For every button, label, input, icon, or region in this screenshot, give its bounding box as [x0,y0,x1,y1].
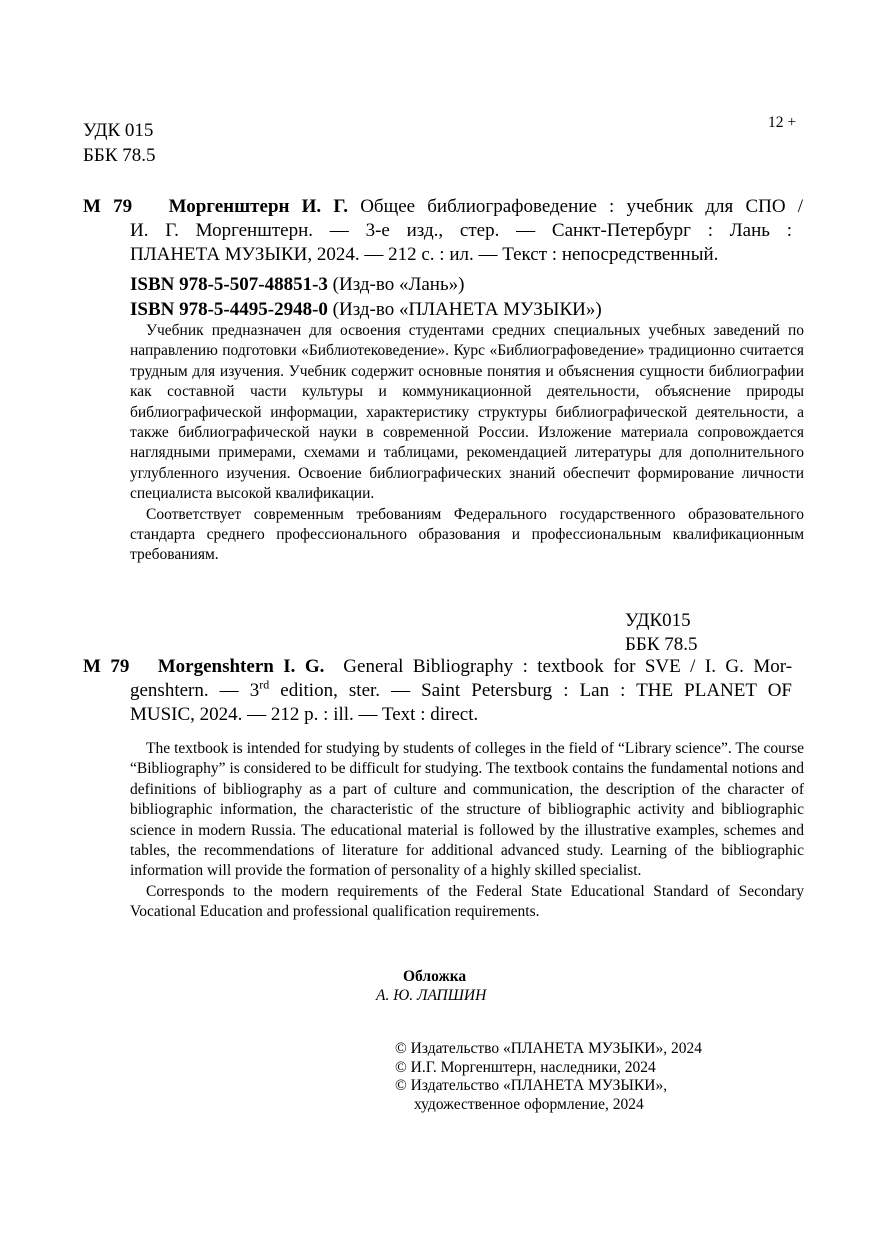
en-entry-line1 [83,655,792,679]
copyright-line-3: © Издательство «ПЛАНЕТА МУЗЫКИ», [395,1077,668,1094]
ru-entry-line2: И. Г. Моргенштерн. — 3-е изд., стер. — Санкт-Петербург : Лань : [130,220,792,241]
en-entry-author: Morgenshtern I. G. [157,656,325,677]
isbn-2-publisher: (Изд-во «ПЛАНЕТА МУЗЫКИ») [332,299,602,320]
ru-entry-code: М 79 [83,196,133,217]
en-udk-code: УДК015 [625,610,691,631]
ru-entry-title: Общее библиографоведение : учебник для СПО / [360,196,804,217]
udk-code: УДК 015 [83,120,154,141]
ru-abstract [130,321,804,566]
copyright-line-1: © Издательство «ПЛАНЕТА МУЗЫКИ», 2024 [395,1040,702,1057]
ru-entry-line3: ПЛАНЕТА МУЗЫКИ, 2024. — 212 с. : ил. — Текст : непосредственный. [130,244,719,265]
copyright-line-2: © И.Г. Моргенштерн, наследники, 2024 [395,1058,656,1076]
isbn-2 [130,298,602,322]
ru-abstract-p1: Учебник предназначен для освоения студентами средних специальных учебных заведений по направлению подготовки «Библиотековедение». Курс «Библиографоведение» традиционно считается трудным для изучения. Учебник содержит основные понятия и объяснения сущности библиографии как составной части культуры и коммуникационной деятельности, объяснение природы библиографической информации, характеристику структуры библиографической деятельности, а также библиографической науки в современной России. Изложение материала сопровождается наглядными примерами, схемами и таблицами, рекомендацией литературы для дополнительного углубленного изучения. Освоение библиографических знаний обеспечит формирование личности специалиста высокой квалификации. [130,322,804,503]
en-abstract-p2: Corresponds to the modern requirements of the Federal State Educational Standard of Secondary Vocational Education and professional qualification requirements. [130,882,804,921]
copyright-line-4: художественное оформление, 2024 [414,1095,644,1113]
cover-artist: А. Ю. ЛАПШИН [376,987,487,1004]
copyright-block [395,1040,702,1114]
ru-abstract-p2: Соответствует современным требованиям Федерального государственного образовательного стандарта среднего профессионального образования и профессиональным квалификационным требованиям. [130,505,804,564]
en-entry-ordinal-sup: rd [259,677,270,692]
isbn-2-number: ISBN 978-5-4495-2948-0 [130,299,328,320]
en-abstract-p1: The textbook is intended for studying by students of colleges in the field of “Library science”. The course “Bibliography” is considered to be difficult for studying. The textbook contains the fundamental notions and definitions of bibliography as a part of culture and communication, the description of the character of bibliographic information, the characteristic of the structure of bibliographic activity and bibliographic science in modern Russia. The educational material is followed by the illustrative examples, schemes and tables, the recommendations of literature for additional advanced study. Learning of the bibliographic information will provide the formation of personality of a highly skilled specialist. [130,740,804,880]
age-rating: 12 + [768,114,797,131]
en-entry-line3: MUSIC, 2024. — 212 p. : ill. — Text : direct. [130,704,479,725]
en-bbk-code: ББК 78.5 [625,634,698,655]
en-entry-line2-a: genshtern. — 3 [130,680,260,701]
cover-label: Обложка [403,968,467,985]
en-entry-line2 [130,679,792,703]
isbn-1-publisher: (Изд-во «Лань») [332,274,465,295]
ru-entry-line1 [83,195,803,219]
isbn-1 [130,273,464,297]
ru-entry-author: Моргенштерн И. Г. [168,196,349,217]
en-abstract [130,739,804,923]
isbn-1-number: ISBN 978-5-507-48851-3 [130,274,328,295]
en-entry-title: General Bibliography : textbook for SVE / I. G. Mor- [343,656,793,677]
en-entry-line2-b: edition, ster. — Saint Petersburg : Lan : THE PLANET OF [269,680,792,701]
en-entry-code: М 79 [83,656,130,677]
bbk-code: ББК 78.5 [83,145,156,166]
